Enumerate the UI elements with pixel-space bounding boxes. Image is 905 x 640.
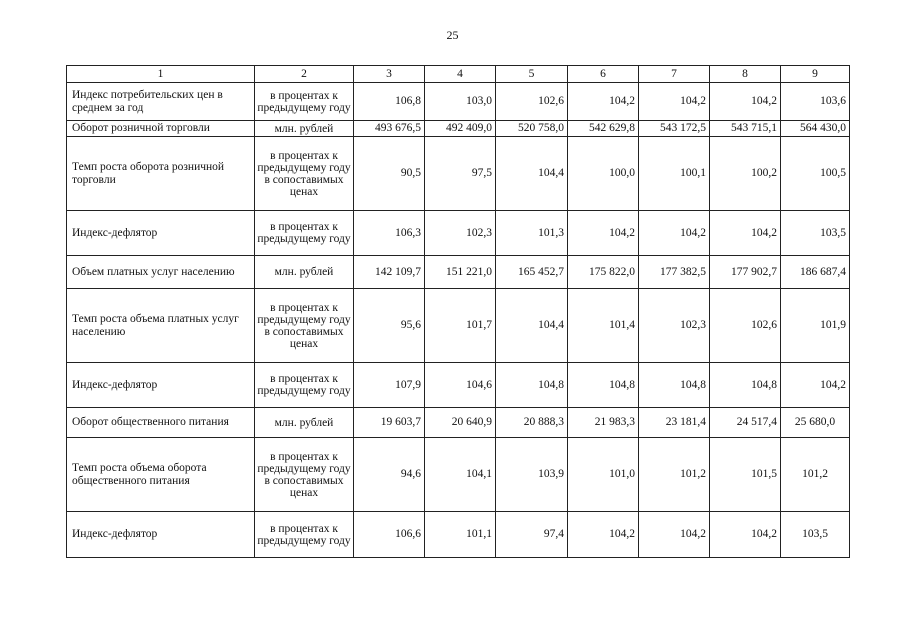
table-row [67,408,850,438]
value-cell: 25 680,0 [781,408,850,438]
value-cell: 104,8 [496,363,568,408]
value-cell: 101,0 [568,438,639,512]
value-cell: 104,2 [639,211,710,256]
value-cell: 104,4 [496,289,568,363]
column-header: 3 [354,66,425,83]
value-cell: 106,3 [354,211,425,256]
value-cell: 101,5 [710,438,781,512]
value-cell: 102,3 [639,289,710,363]
value-cell: 19 603,7 [354,408,425,438]
indicator-cell: Индекс-дефлятор [67,211,255,256]
value-cell: 95,6 [354,289,425,363]
table-row [67,83,850,121]
value-cell: 100,2 [710,137,781,211]
value-cell: 102,6 [710,289,781,363]
value-cell: 104,2 [568,512,639,558]
indicator-cell: Оборот общественного питания [67,408,255,438]
value-cell: 104,2 [568,211,639,256]
value-cell: 493 676,5 [354,121,425,137]
unit-cell: в процентах к предыдущему году в сопоставимых ценах [255,289,354,363]
unit-cell: млн. рублей [255,121,354,137]
value-cell: 186 687,4 [781,256,850,289]
unit-cell: в процентах к предыдущему году [255,512,354,558]
unit-cell: в процентах к предыдущему году [255,363,354,408]
column-header: 6 [568,66,639,83]
table-row [67,211,850,256]
value-cell: 177 382,5 [639,256,710,289]
table-row [67,438,850,512]
value-cell: 104,2 [710,211,781,256]
page-number: 25 [446,28,459,42]
value-cell: 543 715,1 [710,121,781,137]
value-cell: 104,2 [639,83,710,121]
indicator-cell: Темп роста объема оборота общественного питания [67,438,255,512]
column-header: 8 [710,66,781,83]
value-cell: 104,2 [710,512,781,558]
value-cell: 520 758,0 [496,121,568,137]
value-cell: 104,2 [568,83,639,121]
value-cell: 101,2 [781,438,850,512]
value-cell: 104,2 [710,83,781,121]
unit-cell: в процентах к предыдущему году [255,83,354,121]
value-cell: 104,8 [568,363,639,408]
column-header: 2 [255,66,354,83]
indicator-cell: Индекс-дефлятор [67,363,255,408]
value-cell: 23 181,4 [639,408,710,438]
value-cell: 104,8 [710,363,781,408]
table-row [67,512,850,558]
table-row [67,137,850,211]
indicator-cell: Объем платных услуг населению [67,256,255,289]
header-row [67,66,850,83]
indicator-cell: Темп роста объема платных услуг населению [67,289,255,363]
value-cell: 24 517,4 [710,408,781,438]
value-cell: 177 902,7 [710,256,781,289]
value-cell: 97,4 [496,512,568,558]
table-row [67,363,850,408]
value-cell: 104,6 [425,363,496,408]
table-row [67,289,850,363]
value-cell: 104,8 [639,363,710,408]
value-cell: 100,5 [781,137,850,211]
value-cell: 151 221,0 [425,256,496,289]
value-cell: 102,6 [496,83,568,121]
value-cell: 564 430,0 [781,121,850,137]
column-header: 9 [781,66,850,83]
value-cell: 543 172,5 [639,121,710,137]
value-cell: 20 888,3 [496,408,568,438]
value-cell: 20 640,9 [425,408,496,438]
indicator-cell: Оборот розничной торговли [67,121,255,137]
value-cell: 100,1 [639,137,710,211]
indicator-cell: Темп роста оборота розничной торговли [67,137,255,211]
value-cell: 90,5 [354,137,425,211]
value-cell: 102,3 [425,211,496,256]
value-cell: 101,2 [639,438,710,512]
value-cell: 103,5 [781,512,850,558]
value-cell: 104,2 [781,363,850,408]
value-cell: 21 983,3 [568,408,639,438]
value-cell: 165 452,7 [496,256,568,289]
value-cell: 492 409,0 [425,121,496,137]
value-cell: 104,2 [639,512,710,558]
value-cell: 101,3 [496,211,568,256]
value-cell: 106,6 [354,512,425,558]
unit-cell: в процентах к предыдущему году в сопоставимых ценах [255,137,354,211]
value-cell: 103,6 [781,83,850,121]
column-header: 1 [67,66,255,83]
value-cell: 103,9 [496,438,568,512]
value-cell: 101,1 [425,512,496,558]
table-row [67,121,850,137]
value-cell: 97,5 [425,137,496,211]
indicator-cell: Индекс-дефлятор [67,512,255,558]
value-cell: 142 109,7 [354,256,425,289]
value-cell: 100,0 [568,137,639,211]
column-header: 7 [639,66,710,83]
value-cell: 175 822,0 [568,256,639,289]
value-cell: 101,7 [425,289,496,363]
unit-cell: в процентах к предыдущему году [255,211,354,256]
unit-cell: млн. рублей [255,408,354,438]
value-cell: 103,5 [781,211,850,256]
statistics-table [66,65,850,558]
table-row [67,256,850,289]
value-cell: 542 629,8 [568,121,639,137]
column-header: 4 [425,66,496,83]
column-header: 5 [496,66,568,83]
value-cell: 106,8 [354,83,425,121]
value-cell: 94,6 [354,438,425,512]
value-cell: 107,9 [354,363,425,408]
unit-cell: млн. рублей [255,256,354,289]
value-cell: 104,1 [425,438,496,512]
value-cell: 103,0 [425,83,496,121]
value-cell: 104,4 [496,137,568,211]
indicator-cell: Индекс потребительских цен в среднем за год [67,83,255,121]
unit-cell: в процентах к предыдущему году в сопоставимых ценах [255,438,354,512]
value-cell: 101,9 [781,289,850,363]
value-cell: 101,4 [568,289,639,363]
